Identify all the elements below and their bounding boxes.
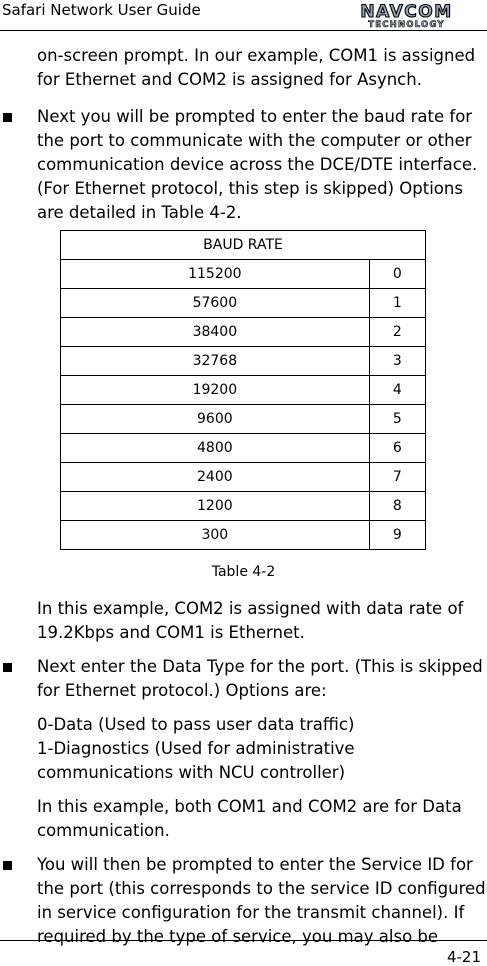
table-cell: 38400 (61, 318, 370, 347)
table-cell: 1200 (61, 492, 370, 521)
table-cell: 300 (61, 521, 370, 550)
table-header-row (61, 231, 426, 260)
table-cell: 0 (369, 260, 425, 289)
table-cell: 32768 (61, 347, 370, 376)
table-cell: 7 (369, 463, 425, 492)
bullet-icon (3, 861, 12, 870)
paragraph-1: on-screen prompt. In our example, COM1 is assigned for Ethernet and COM2 is assigned for Asynch. (37, 46, 476, 89)
table-cell: 4 (369, 376, 425, 405)
table-cell: 2 (369, 318, 425, 347)
table-cell: 3 (369, 347, 425, 376)
table-cell: 4800 (61, 434, 370, 463)
table-cell: 57600 (61, 289, 370, 318)
table-cell: 19200 (61, 376, 370, 405)
table-row (61, 463, 426, 492)
baud-rate-table (60, 230, 426, 550)
table-header: BAUD RATE (61, 231, 426, 260)
table-row (61, 347, 426, 376)
table-cell: 2400 (61, 463, 370, 492)
paragraph-3: In this example, COM2 is assigned with data rate of 19.2Kbps and COM1 is Ethernet. (37, 599, 464, 642)
table-caption: Table 4-2 (211, 564, 276, 580)
table-cell: 115200 (61, 260, 370, 289)
table-row (61, 434, 426, 463)
paragraph-5: 0-Data (Used to pass user data traffic) 1-Diagnostics (Used for administrative communications with NCU controller) (37, 715, 355, 782)
table-row (61, 405, 426, 434)
table-row (61, 376, 426, 405)
logo-line1: NAVCOM (360, 2, 453, 22)
table-row (61, 318, 426, 347)
navcom-logo (326, 2, 487, 28)
table-cell: 6 (369, 434, 425, 463)
logo-line2: TECHNOLOGY (368, 20, 445, 28)
table-row (61, 492, 426, 521)
bullet-icon (3, 113, 12, 122)
table-cell: 9600 (61, 405, 370, 434)
document-title: Safari Network User Guide (2, 1, 201, 19)
table-row (61, 289, 426, 318)
table-cell: 8 (369, 492, 425, 521)
paragraph-2: Next you will be prompted to enter the baud rate for the port to communicate with the computer or other communication device across the DCE/DTE interface. (For Ethernet protocol, this step is skipped) Options are detailed in Table 4-2. (37, 107, 478, 222)
header-rule (0, 30, 487, 31)
table-cell: 5 (369, 405, 425, 434)
paragraph-7: You will then be prompted to enter the Service ID for the port (this corresponds to the service ID configured in service configuration for the transmit channel). If required by the type of service, you may also be (37, 855, 486, 946)
table-row (61, 260, 426, 289)
paragraph-4: Next enter the Data Type for the port. (This is skipped for Ethernet protocol.) Options are: (37, 657, 483, 700)
page-number: 4-21 (446, 948, 481, 966)
paragraph-6: In this example, both COM1 and COM2 are for Data communication. (37, 797, 462, 840)
footer-rule (0, 940, 487, 941)
table-cell: 1 (369, 289, 425, 318)
table-cell: 9 (369, 521, 425, 550)
table-row (61, 521, 426, 550)
bullet-icon (3, 663, 12, 672)
